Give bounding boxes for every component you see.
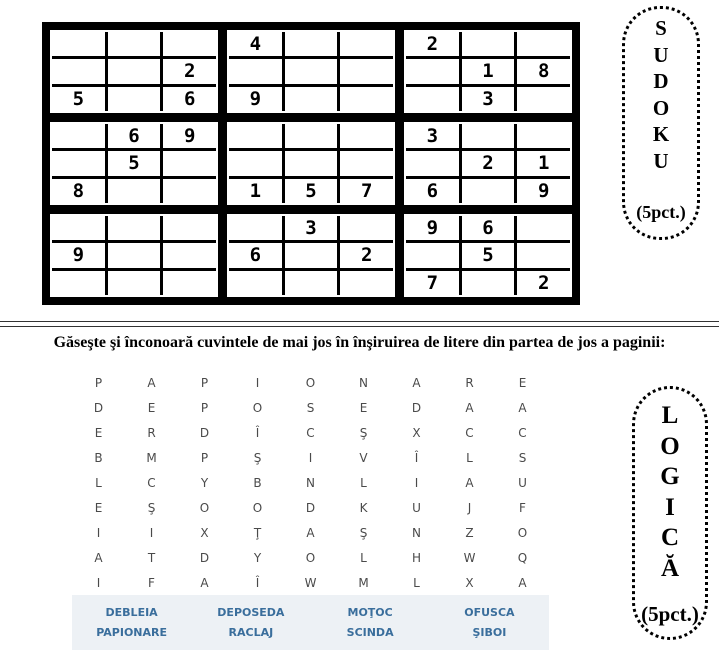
section-divider	[0, 321, 719, 322]
letter-cell[interactable]: O	[305, 550, 316, 565]
sudoku-cell[interactable]: 8	[52, 179, 105, 203]
logica-title-letter: I	[665, 493, 675, 521]
logica-points: (5pct.)	[641, 602, 699, 626]
letter-cell[interactable]: I	[149, 525, 154, 540]
sudoku-cell[interactable]: 5	[462, 243, 515, 267]
sudoku-cell[interactable]	[340, 151, 393, 175]
sudoku-cell[interactable]	[406, 151, 459, 175]
sudoku-cell[interactable]: 9	[52, 243, 105, 267]
letter-cell[interactable]: E	[518, 375, 527, 390]
sudoku-cell[interactable]	[52, 32, 105, 56]
sudoku-cell[interactable]: 9	[229, 87, 282, 111]
sudoku-cell[interactable]: 1	[229, 179, 282, 203]
sudoku-cell[interactable]	[462, 179, 515, 203]
sudoku-cell[interactable]: 3	[285, 216, 338, 240]
letter-row	[72, 570, 549, 595]
word-search-instruction: Găseşte şi înconoară cuvintele de mai jos în înşiruirea de litere din partea de jos a paginii:	[53, 334, 666, 351]
sudoku-box	[227, 214, 395, 297]
letter-cell[interactable]: L	[360, 475, 367, 490]
logica-title-letter: G	[660, 463, 680, 490]
sudoku-cell[interactable]: 6	[229, 243, 282, 267]
letter-cell[interactable]: L	[360, 550, 367, 565]
letter-cell[interactable]: X	[412, 425, 421, 440]
letter-cell[interactable]: Ş	[359, 525, 368, 540]
letter-cell[interactable]: A	[200, 575, 209, 590]
sudoku-cell[interactable]: 6	[406, 179, 459, 203]
letter-cell[interactable]: E	[94, 425, 103, 440]
sudoku-cell[interactable]	[108, 32, 161, 56]
sudoku-cell[interactable]	[108, 87, 161, 111]
sudoku-cell[interactable]	[462, 271, 515, 295]
letter-cell[interactable]: F	[148, 575, 155, 590]
sudoku-cell[interactable]	[52, 59, 105, 83]
letter-cell[interactable]: A	[518, 575, 527, 590]
letter-cell[interactable]: V	[359, 450, 368, 465]
letter-cell[interactable]: M	[146, 450, 157, 465]
letter-cell[interactable]: K	[359, 500, 368, 515]
letter-cell[interactable]: B	[253, 475, 262, 490]
letter-cell[interactable]: R	[465, 375, 474, 390]
word-item: MOŢOC	[347, 606, 393, 619]
sudoku-box	[404, 30, 572, 113]
letter-cell[interactable]: D	[305, 500, 316, 515]
letter-cell[interactable]: Ş	[253, 450, 262, 465]
sudoku-cell[interactable]: 4	[229, 32, 282, 56]
sudoku-box	[227, 30, 395, 113]
letter-row	[72, 420, 549, 445]
sudoku-cell[interactable]: 3	[462, 87, 515, 111]
letter-row	[72, 470, 549, 495]
logica-vertical-title	[660, 401, 679, 584]
sudoku-cell[interactable]	[229, 59, 282, 83]
sudoku-cell[interactable]	[52, 216, 105, 240]
letter-row	[72, 370, 549, 395]
sudoku-cell[interactable]: 6	[462, 216, 515, 240]
letter-cell[interactable]: I	[96, 575, 101, 590]
sudoku-cell[interactable]	[108, 59, 161, 83]
sudoku-box	[404, 122, 572, 205]
letter-cell[interactable]: A	[465, 475, 474, 490]
sudoku-cell[interactable]	[163, 32, 216, 56]
letter-cell[interactable]: A	[147, 375, 156, 390]
letter-cell[interactable]: C	[465, 425, 474, 440]
sudoku-title-letter: U	[653, 148, 669, 173]
sudoku-cell[interactable]	[285, 59, 338, 83]
sudoku-vertical-title	[653, 15, 669, 174]
letter-cell[interactable]: R	[147, 425, 156, 440]
sudoku-cell[interactable]: 1	[462, 59, 515, 83]
letter-cell[interactable]: Î	[255, 425, 260, 440]
letter-cell[interactable]: E	[359, 400, 368, 415]
sudoku-cell[interactable]	[285, 124, 338, 148]
sudoku-cell[interactable]	[462, 32, 515, 56]
letter-cell[interactable]: T	[147, 550, 156, 565]
sudoku-cell[interactable]: 8	[517, 59, 570, 83]
letter-cell[interactable]: Î	[414, 450, 419, 465]
sudoku-cell[interactable]	[163, 243, 216, 267]
letter-cell[interactable]: Ş	[359, 425, 368, 440]
sudoku-cell[interactable]	[229, 271, 282, 295]
letter-cell[interactable]: N	[412, 525, 421, 540]
letter-cell[interactable]: Z	[465, 525, 474, 540]
letter-cell[interactable]: F	[519, 500, 526, 515]
letter-cell[interactable]: W	[304, 575, 317, 590]
letter-cell[interactable]: N	[306, 475, 315, 490]
word-list	[72, 595, 549, 650]
letter-cell[interactable]: D	[199, 550, 210, 565]
sudoku-cell[interactable]	[340, 32, 393, 56]
sudoku-cell[interactable]	[517, 243, 570, 267]
letter-row	[72, 520, 549, 545]
sudoku-cell[interactable]: 6	[163, 87, 216, 111]
letter-cell[interactable]: L	[466, 450, 473, 465]
letter-cell[interactable]: E	[147, 400, 156, 415]
letter-cell[interactable]: P	[200, 400, 209, 415]
sudoku-cell[interactable]	[108, 216, 161, 240]
word-item: OFUSCA	[464, 606, 515, 619]
sudoku-cell[interactable]	[163, 216, 216, 240]
sudoku-cell[interactable]	[163, 271, 216, 295]
letter-cell[interactable]: A	[94, 550, 103, 565]
letter-row	[72, 495, 549, 520]
logica-title-letter: L	[661, 402, 679, 429]
sudoku-cell[interactable]	[340, 124, 393, 148]
letter-cell[interactable]: Y	[253, 550, 262, 565]
sudoku-cell[interactable]: 2	[517, 271, 570, 295]
letter-cell[interactable]: J	[467, 500, 472, 515]
letter-cell[interactable]: X	[465, 575, 474, 590]
sudoku-cell[interactable]: 5	[52, 87, 105, 111]
letter-cell[interactable]: C	[518, 425, 527, 440]
sudoku-cell[interactable]: 1	[517, 151, 570, 175]
letter-cell[interactable]: A	[518, 400, 527, 415]
sudoku-cell[interactable]	[340, 59, 393, 83]
word-search-letter-grid	[72, 370, 549, 595]
word-item: DEPOSEDA	[217, 606, 285, 619]
letter-cell[interactable]: U	[518, 475, 527, 490]
letter-cell[interactable]: X	[200, 525, 209, 540]
letter-cell[interactable]: L	[95, 475, 102, 490]
letter-cell[interactable]: D	[199, 425, 210, 440]
word-item: SCINDA	[346, 625, 394, 639]
sudoku-points: (5pct.)	[636, 202, 686, 222]
sudoku-cell[interactable]: 2	[163, 59, 216, 83]
sudoku-title-letter: S	[655, 16, 667, 40]
letter-row	[72, 545, 549, 570]
sudoku-cell[interactable]: 3	[406, 124, 459, 148]
sudoku-cell[interactable]	[52, 271, 105, 295]
sudoku-cell[interactable]	[52, 124, 105, 148]
word-item: ŞIBOI	[472, 625, 507, 639]
sudoku-cell[interactable]	[229, 216, 282, 240]
sudoku-cell[interactable]	[340, 87, 393, 111]
sudoku-title-letter: O	[652, 95, 670, 120]
sudoku-cell[interactable]	[406, 87, 459, 111]
letter-cell[interactable]: A	[465, 400, 474, 415]
sudoku-cell[interactable]	[406, 243, 459, 267]
sudoku-cell[interactable]	[52, 151, 105, 175]
letter-cell[interactable]: I	[96, 525, 101, 540]
letter-cell[interactable]: S	[518, 450, 527, 465]
logica-title-letter: O	[660, 432, 680, 460]
sudoku-cell[interactable]	[517, 124, 570, 148]
letter-cell[interactable]: C	[306, 425, 315, 440]
letter-cell[interactable]: Ţ	[253, 525, 262, 540]
sudoku-title-letter: K	[652, 122, 670, 146]
sudoku-cell[interactable]	[229, 124, 282, 148]
letter-cell[interactable]: O	[252, 400, 263, 415]
letter-cell[interactable]: U	[412, 500, 421, 515]
letter-cell[interactable]: E	[94, 500, 103, 515]
sudoku-side-label	[622, 6, 700, 240]
letter-cell[interactable]: Y	[200, 475, 209, 490]
letter-cell[interactable]: Q	[517, 550, 528, 565]
letter-cell[interactable]: I	[308, 450, 313, 465]
sudoku-cell[interactable]	[285, 243, 338, 267]
letter-cell[interactable]: A	[412, 375, 421, 390]
letter-cell[interactable]: M	[358, 575, 369, 590]
sudoku-cell[interactable]	[462, 124, 515, 148]
sudoku-cell[interactable]: 2	[406, 32, 459, 56]
letter-cell[interactable]: C	[147, 475, 156, 490]
letter-cell[interactable]: I	[255, 375, 260, 390]
sudoku-cell[interactable]	[108, 271, 161, 295]
sudoku-box	[50, 122, 218, 205]
letter-cell[interactable]: H	[411, 550, 422, 565]
sudoku-cell[interactable]	[229, 151, 282, 175]
letter-cell[interactable]: D	[93, 400, 104, 415]
sudoku-cell[interactable]	[108, 179, 161, 203]
letter-cell[interactable]: N	[359, 375, 368, 390]
word-item: RACLAJ	[228, 625, 274, 639]
sudoku-box	[227, 122, 395, 205]
sudoku-cell[interactable]: 7	[340, 179, 393, 203]
sudoku-cell[interactable]: 5	[285, 179, 338, 203]
word-item: PAPIONARE	[96, 625, 168, 639]
letter-row	[72, 445, 549, 470]
sudoku-cell[interactable]	[517, 216, 570, 240]
sudoku-cell[interactable]	[340, 271, 393, 295]
logica-title-letter: C	[660, 524, 680, 551]
sudoku-cell[interactable]: 2	[340, 243, 393, 267]
sudoku-cell[interactable]	[285, 87, 338, 111]
sudoku-cell[interactable]: 7	[406, 271, 459, 295]
letter-cell[interactable]: B	[94, 450, 103, 465]
sudoku-cell[interactable]	[163, 179, 216, 203]
sudoku-cell[interactable]	[285, 151, 338, 175]
sudoku-cell[interactable]: 5	[108, 151, 161, 175]
letter-cell[interactable]: D	[411, 400, 422, 415]
sudoku-cell[interactable]: 9	[406, 216, 459, 240]
sudoku-cell[interactable]	[163, 151, 216, 175]
sudoku-title-letter: D	[653, 69, 669, 93]
letter-cell[interactable]: A	[306, 525, 315, 540]
letter-cell[interactable]: Ş	[147, 500, 156, 515]
sudoku-cell[interactable]	[108, 243, 161, 267]
sudoku-cell[interactable]	[340, 216, 393, 240]
sudoku-cell[interactable]: 9	[517, 179, 570, 203]
sudoku-box	[404, 214, 572, 297]
letter-cell[interactable]: S	[306, 400, 315, 415]
letter-cell[interactable]: Î	[255, 575, 260, 590]
logica-side-label	[632, 386, 708, 640]
letter-cell[interactable]: O	[199, 500, 210, 515]
sudoku-cell[interactable]: 6	[108, 124, 161, 148]
section-divider	[0, 326, 719, 327]
sudoku-box	[50, 30, 218, 113]
logica-title-letter: Ă	[660, 554, 680, 582]
letter-cell[interactable]: P	[200, 375, 209, 390]
sudoku-box	[50, 214, 218, 297]
sudoku-cell[interactable]	[285, 271, 338, 295]
letter-cell[interactable]: O	[517, 525, 528, 540]
letter-cell[interactable]: W	[463, 550, 476, 565]
sudoku-cell[interactable]	[517, 87, 570, 111]
sudoku-cell[interactable]	[406, 59, 459, 83]
letter-cell[interactable]: O	[305, 375, 316, 390]
sudoku-cell[interactable]: 9	[163, 124, 216, 148]
sudoku-title-letter: U	[653, 42, 669, 67]
word-item: DEBLEIA	[105, 606, 158, 619]
letter-cell[interactable]: P	[200, 450, 209, 465]
sudoku-grid	[42, 22, 580, 305]
sudoku-cell[interactable]	[517, 32, 570, 56]
sudoku-cell[interactable]	[285, 32, 338, 56]
letter-cell[interactable]: L	[413, 575, 420, 590]
letter-cell[interactable]: P	[94, 375, 103, 390]
letter-row	[72, 395, 549, 420]
sudoku-cell[interactable]: 2	[462, 151, 515, 175]
letter-cell[interactable]: O	[252, 500, 263, 515]
letter-cell[interactable]: I	[414, 475, 419, 490]
